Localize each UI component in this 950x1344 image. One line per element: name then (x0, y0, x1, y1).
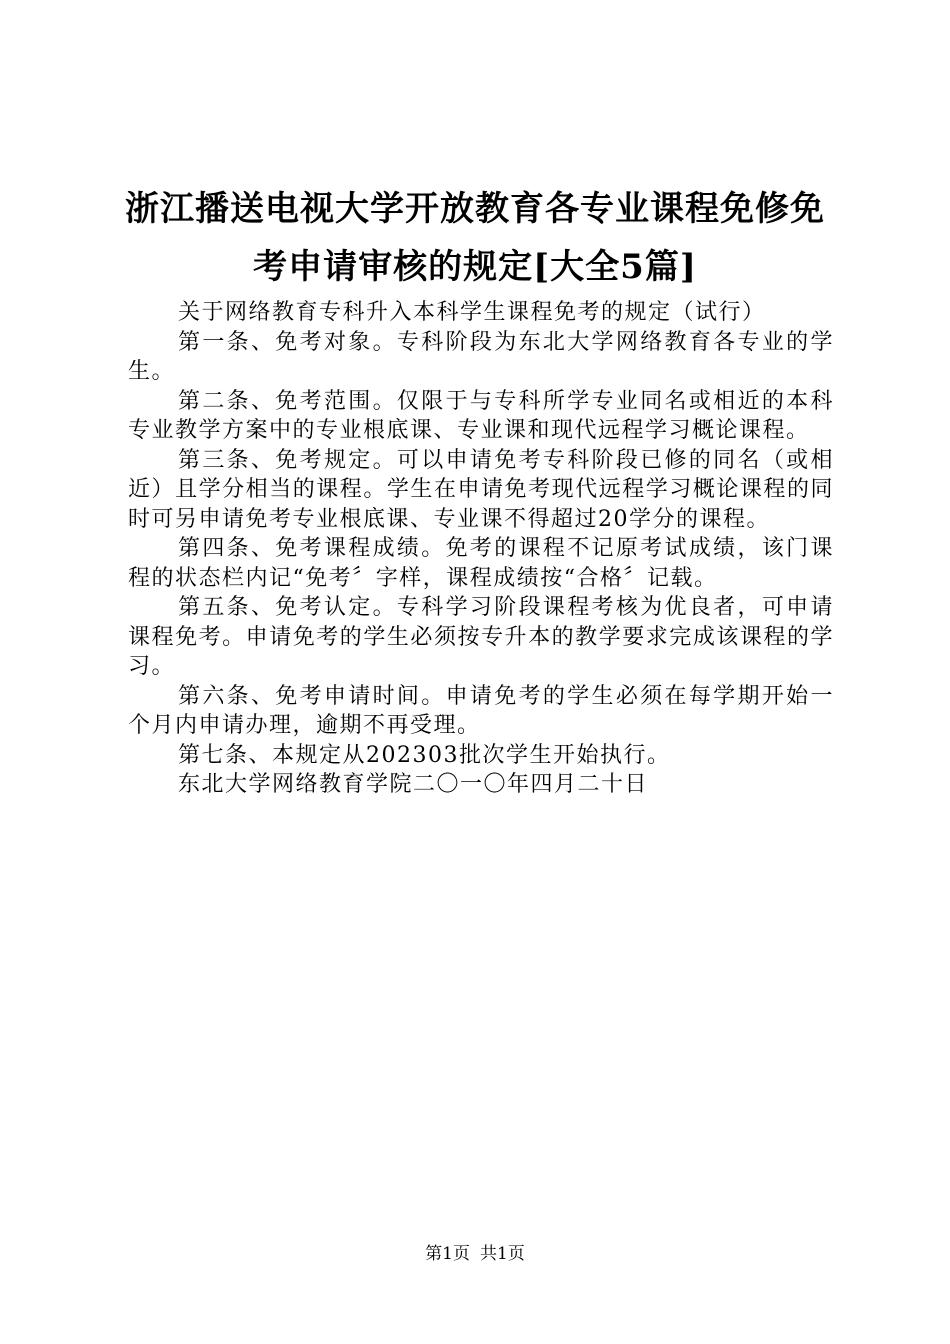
page-total: 共1页 (480, 1244, 525, 1264)
paragraph-article-5: 第五条、免考认定。专科学习阶段课程考核为优良者，可申请课程免考。申请免考的学生必须按专升本的教学要求完成该课程的学习。 (128, 595, 834, 679)
paragraph-article-6: 第六条、免考申请时间。申请免考的学生必须在每学期开始一个月内申请办理，逾期不再受理。 (128, 683, 834, 738)
page-footer (0, 1243, 950, 1265)
paragraph-article-4: 第四条、免考课程成绩。免考的课程不记原考试成绩，该门课程的状态栏内记“免考〞字样，课程成绩按“合格〞记载。 (128, 536, 834, 591)
paragraph-article-3: 第三条、免考规定。可以申请免考专科阶段已修的同名（或相近）且学分相当的课程。学生在申请免考现代远程学习概论课程的同时可另申请免考专业根底课、专业课不得超过20学分的课程。 (128, 447, 834, 532)
paragraph-article-7: 第七条、本规定从202303批次学生开始执行。 (178, 742, 671, 768)
paragraph-subtitle: 关于网络教育专科升入本科学生课程免考的规定（试行） (178, 300, 766, 325)
document-title-line-2: 考申请审核的规定[大全5篇] (253, 247, 697, 287)
paragraph-signature: 东北大学网络教育学院二〇一〇年四月二十日 (178, 772, 649, 797)
document-title-line-1: 浙江播送电视大学开放教育各专业课程免修免 (125, 189, 825, 229)
document-body (128, 298, 834, 800)
paragraph-article-2: 第二条、免考范围。仅限于与专科所学专业同名或相近的本科专业教学方案中的专业根底课、专业课和现代远程学习概论课程。 (128, 388, 834, 443)
page-number: 第1页 (425, 1244, 470, 1264)
paragraph-article-1: 第一条、免考对象。专科阶段为东北大学网络教育各专业的学生。 (128, 329, 834, 384)
